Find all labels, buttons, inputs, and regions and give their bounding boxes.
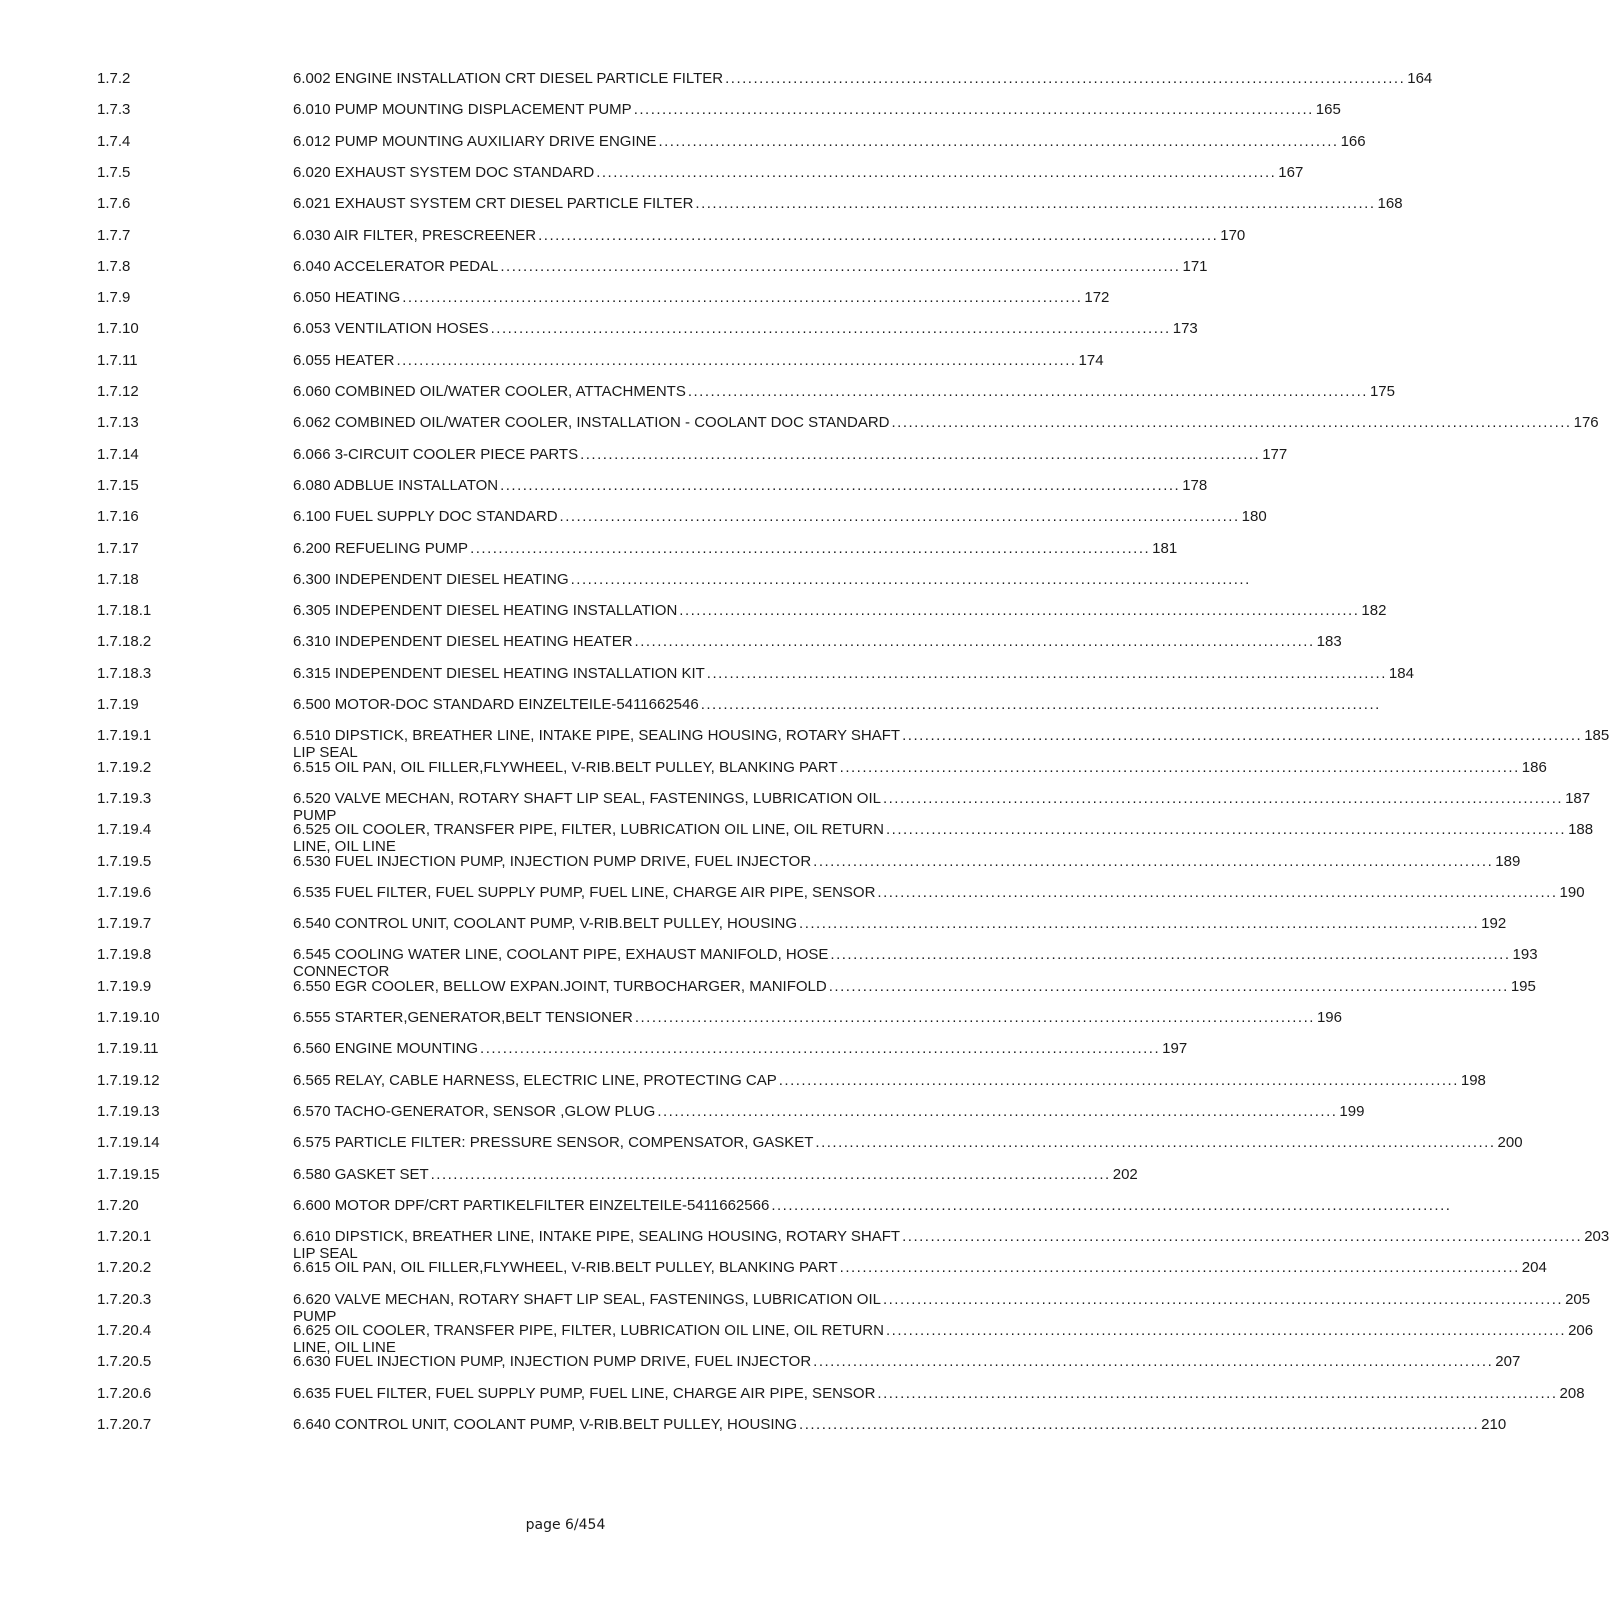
toc-entry-page: 189	[1495, 852, 1521, 870]
toc-entry-number: 1.7.5	[97, 163, 131, 181]
toc-entry-page: 165	[1315, 101, 1341, 119]
toc-entry-title: 6.315 INDEPENDENT DIESEL HEATING INSTALLATION KIT	[293, 664, 705, 682]
toc-entry-page: 187	[1565, 789, 1591, 807]
toc-entry-number: 1.7.19.7	[97, 915, 152, 933]
toc-entry-line	[293, 70, 1433, 87]
toc-entry-number: 1.7.19.9	[97, 977, 152, 995]
toc-entry-page: 183	[1316, 633, 1342, 651]
toc-entry-body	[293, 476, 1208, 494]
toc-entry-page: 202	[1112, 1165, 1138, 1183]
toc-entry-body	[293, 1102, 1365, 1120]
toc-entry-body	[293, 977, 1536, 995]
toc-entry-number: 1.7.18	[97, 570, 139, 588]
dot-leader: ........................................................................................................................	[839, 758, 1520, 776]
toc-entry-body	[293, 696, 1381, 713]
toc-entry-title: 6.510 DIPSTICK, BREATHER LINE, INTAKE PIPE, SEALING HOUSING, ROTARY SHAFT	[293, 727, 901, 745]
dot-leader: ........................................................................................................................	[799, 1415, 1480, 1433]
toc-entry-body	[293, 1009, 1342, 1026]
toc-entry-line	[293, 758, 1547, 776]
toc-entry-title: 6.050 HEATING	[293, 289, 401, 307]
toc-entry-body	[293, 257, 1208, 275]
toc-entry-page: 210	[1481, 1415, 1507, 1433]
toc-entry-page: 184	[1388, 664, 1414, 682]
dot-leader: ........................................................................................................................	[633, 101, 1314, 119]
toc-entry-number: 1.7.20.6	[97, 1384, 152, 1402]
toc-entry-body	[293, 70, 1433, 87]
dot-leader: ........................................................................................................................	[891, 414, 1572, 432]
dot-leader: ........................................................................................................................	[830, 946, 1511, 964]
toc-entry-line	[293, 1415, 1507, 1433]
toc-entry-body	[293, 1353, 1521, 1371]
toc-entry-number: 1.7.19.15	[97, 1165, 160, 1183]
toc-entry-page: 208	[1559, 1384, 1585, 1402]
toc-entry-line	[293, 696, 1381, 713]
toc-entry-body	[293, 414, 1599, 432]
toc-entry-body	[293, 1228, 1609, 1263]
toc-entry-title: 6.540 CONTROL UNIT, COOLANT PUMP, V-RIB.BELT PULLEY, HOUSING	[293, 915, 798, 933]
toc-entry-line	[293, 445, 1288, 463]
toc-entry-body	[293, 195, 1403, 213]
toc-entry-number: 1.7.19.3	[97, 789, 152, 807]
toc-entry-page: 178	[1182, 476, 1208, 494]
toc-entry-page: 198	[1460, 1071, 1486, 1089]
toc-entry-number: 1.7.17	[97, 539, 139, 557]
dot-leader: ........................................................................................................................	[480, 1040, 1161, 1058]
toc-entry-line	[293, 320, 1198, 338]
toc-entry-page: 167	[1278, 163, 1304, 181]
toc-entry-number: 1.7.3	[97, 101, 131, 119]
toc-entry-body	[293, 351, 1104, 369]
dot-leader: ........................................................................................................................	[500, 257, 1181, 275]
toc-entry-number: 1.7.14	[97, 445, 139, 463]
toc-entry-page: 168	[1377, 195, 1403, 213]
toc-entry-line	[293, 132, 1366, 150]
dot-leader: ........................................................................................................................	[695, 195, 1376, 213]
toc-entry-number: 1.7.20.5	[97, 1353, 152, 1371]
toc-entry-body	[293, 445, 1288, 463]
toc-entry-line	[293, 1071, 1486, 1089]
toc-entry-body	[293, 664, 1414, 682]
toc-entry-page: 203	[1584, 1228, 1609, 1246]
toc-entry-title: 6.062 COMBINED OIL/WATER COOLER, INSTALLATION - COOLANT DOC STANDARD	[293, 414, 890, 432]
toc-entry-number: 1.7.20	[97, 1196, 139, 1214]
toc-entry-body	[293, 1322, 1594, 1356]
toc-entry-line	[293, 508, 1267, 526]
dot-leader: ........................................................................................................................	[538, 226, 1219, 244]
toc-entry-title: 6.200 REFUELING PUMP	[293, 539, 469, 557]
toc-entry-page: 174	[1078, 351, 1104, 369]
dot-leader: ........................................................................................................................	[679, 602, 1360, 620]
toc-entry-page: 204	[1521, 1259, 1547, 1277]
toc-entry-body	[293, 289, 1110, 307]
toc-entry-title: 6.100 FUEL SUPPLY DOC STANDARD	[293, 508, 558, 526]
toc-entry-title-continuation: PUMP	[293, 1307, 337, 1325]
toc-entry-title: 6.053 VENTILATION HOSES	[293, 320, 489, 338]
toc-entry-number: 1.7.19.14	[97, 1134, 160, 1152]
dot-leader: ........................................................................................................................	[771, 1196, 1452, 1214]
toc-entry-title: 6.012 PUMP MOUNTING AUXILIARY DRIVE ENGINE	[293, 132, 657, 150]
toc-entry-body	[293, 1134, 1523, 1152]
toc-entry-line	[293, 289, 1110, 307]
toc-entry-line	[293, 1165, 1138, 1183]
toc-entry-page: 188	[1568, 821, 1594, 839]
toc-entry-body	[293, 633, 1342, 651]
dot-leader: ........................................................................................................................	[813, 852, 1494, 870]
toc-entry-body	[293, 508, 1267, 526]
toc-entry-page: 166	[1340, 132, 1366, 150]
dot-leader: ........................................................................................................................	[396, 351, 1077, 369]
toc-entry-line	[293, 257, 1208, 275]
dot-leader: ........................................................................................................................	[700, 696, 1381, 713]
toc-entry-number: 1.7.19.4	[97, 821, 152, 839]
toc-entry-number: 1.7.6	[97, 195, 131, 213]
toc-entry-body	[293, 1071, 1486, 1089]
dot-leader: ........................................................................................................................	[570, 570, 1251, 588]
toc-entry-body	[293, 821, 1594, 856]
dot-leader: ........................................................................................................................	[813, 1353, 1494, 1371]
toc-entry-line	[293, 1102, 1365, 1120]
toc-entry-body	[293, 602, 1387, 620]
dot-leader: ........................................................................................................................	[634, 1009, 1315, 1026]
toc-entry-number: 1.7.20.1	[97, 1228, 152, 1246]
toc-entry-page: 186	[1521, 758, 1547, 776]
toc-entry-title: 6.002 ENGINE INSTALLATION CRT DIESEL PARTICLE FILTER	[293, 70, 724, 87]
toc-entry-number: 1.7.19.12	[97, 1071, 160, 1089]
toc-entry-title-continuation: LINE, OIL LINE	[293, 1339, 396, 1356]
toc-entry-body	[293, 852, 1521, 870]
toc-entry-number: 1.7.20.3	[97, 1290, 152, 1308]
toc-entry-title: 6.060 COMBINED OIL/WATER COOLER, ATTACHMENTS	[293, 383, 686, 400]
dot-leader: ........................................................................................................................	[902, 1228, 1583, 1246]
toc-entry-body	[293, 1290, 1591, 1325]
toc-entry-line	[293, 1040, 1188, 1058]
toc-entry-page: 170	[1220, 226, 1246, 244]
toc-entry-line	[293, 1134, 1523, 1152]
toc-entry-body	[293, 727, 1609, 762]
dot-leader: ........................................................................................................................	[725, 70, 1406, 87]
toc-entry-page: 173	[1172, 320, 1198, 338]
toc-entry-number: 1.7.11	[97, 351, 138, 369]
dot-leader: ........................................................................................................................	[500, 476, 1181, 494]
dot-leader: ........................................................................................................................	[657, 1102, 1338, 1120]
toc-entry-line	[293, 476, 1208, 494]
toc-entry-page: 196	[1316, 1009, 1342, 1026]
toc-entry-line	[293, 946, 1538, 964]
toc-entry-line	[293, 351, 1104, 369]
toc-entry-line	[293, 570, 1251, 588]
toc-entry-number: 1.7.4	[97, 132, 131, 150]
toc-entry-body	[293, 915, 1507, 933]
toc-entry-number: 1.7.20.7	[97, 1415, 152, 1433]
toc-entry-title: 6.310 INDEPENDENT DIESEL HEATING HEATER	[293, 633, 633, 651]
toc-entry-title: 6.300 INDEPENDENT DIESEL HEATING	[293, 570, 569, 588]
toc-entry-page: 207	[1495, 1353, 1521, 1371]
dot-leader: ........................................................................................................................	[687, 383, 1368, 400]
toc-entry-title: 6.630 FUEL INJECTION PUMP, INJECTION PUMP DRIVE, FUEL INJECTOR	[293, 1353, 812, 1371]
toc-entry-title: 6.500 MOTOR-DOC STANDARD EINZELTEILE-5411662546	[293, 696, 699, 713]
toc-entry-number: 1.7.19.2	[97, 758, 152, 776]
toc-entry-line	[293, 163, 1304, 181]
toc-entry-title-continuation: CONNECTOR	[293, 963, 390, 981]
toc-entry-line	[293, 383, 1395, 400]
toc-entry-line	[293, 1290, 1591, 1308]
dot-leader: ........................................................................................................................	[882, 789, 1564, 807]
dot-leader: ........................................................................................................................	[882, 1290, 1564, 1308]
toc-entry-page: 182	[1361, 602, 1387, 620]
toc-entry-number: 1.7.19	[97, 696, 139, 713]
toc-entry-number: 1.7.18.1	[97, 602, 152, 620]
toc-entry-title: 6.640 CONTROL UNIT, COOLANT PUMP, V-RIB.BELT PULLEY, HOUSING	[293, 1415, 798, 1433]
dot-leader: ........................................................................................................................	[799, 915, 1480, 933]
toc-entry-page: 175	[1369, 383, 1395, 400]
dot-leader: ........................................................................................................................	[706, 664, 1387, 682]
dot-leader: ........................................................................................................................	[815, 1134, 1496, 1152]
dot-leader: ........................................................................................................................	[828, 977, 1509, 995]
dot-leader: ........................................................................................................................	[877, 883, 1558, 901]
toc-entry-title: 6.305 INDEPENDENT DIESEL HEATING INSTALLATION	[293, 602, 678, 620]
toc-entry-number: 1.7.19.8	[97, 946, 152, 964]
toc-entry-body	[293, 1040, 1188, 1058]
toc-entry-title: 6.635 FUEL FILTER, FUEL SUPPLY PUMP, FUEL LINE, CHARGE AIR PIPE, SENSOR	[293, 1384, 876, 1402]
toc-entry-line	[293, 226, 1246, 244]
toc-entry-title: 6.560 ENGINE MOUNTING	[293, 1040, 479, 1058]
toc-entry-line	[293, 883, 1585, 901]
toc-entry-line	[293, 1353, 1521, 1371]
toc-entry-number: 1.7.13	[97, 414, 139, 432]
toc-entry-page: 199	[1339, 1102, 1365, 1120]
toc-entry-page: 200	[1497, 1134, 1523, 1152]
toc-entry-number: 1.7.19.13	[97, 1102, 160, 1120]
toc-entry-title: 6.515 OIL PAN, OIL FILLER,FLYWHEEL, V-RIB.BELT PULLEY, BLANKING PART	[293, 758, 838, 776]
toc-entry-line	[293, 727, 1609, 745]
toc-entry-line	[293, 1259, 1547, 1277]
toc-entry-page: 171	[1182, 257, 1208, 275]
toc-entry-line	[293, 1228, 1609, 1246]
toc-entry-title: 6.555 STARTER,GENERATOR,BELT TENSIONER	[293, 1009, 633, 1026]
toc-entry-title: 6.020 EXHAUST SYSTEM DOC STANDARD	[293, 163, 595, 181]
dot-leader: ........................................................................................................................	[885, 821, 1567, 839]
toc-entry-title-continuation: LINE, OIL LINE	[293, 838, 396, 856]
toc-entry-line	[293, 1196, 1452, 1214]
toc-entry-title: 6.066 3-CIRCUIT COOLER PIECE PARTS	[293, 445, 579, 463]
toc-entry-line	[293, 789, 1591, 807]
toc-entry-number: 1.7.19.11	[97, 1040, 159, 1058]
toc-entry-title: 6.030 AIR FILTER, PRESCREENER	[293, 226, 537, 244]
toc-entry-title-continuation: PUMP	[293, 806, 337, 824]
toc-entry-title: 6.580 GASKET SET	[293, 1165, 429, 1183]
toc-entry-page: 193	[1512, 946, 1538, 964]
toc-entry-number: 1.7.19.5	[97, 852, 152, 870]
toc-entry-line	[293, 915, 1507, 933]
toc-entry-title: 6.565 RELAY, CABLE HARNESS, ELECTRIC LINE, PROTECTING CAP	[293, 1071, 777, 1089]
toc-entry-number: 1.7.20.4	[97, 1322, 152, 1339]
toc-entry-page: 180	[1241, 508, 1267, 526]
toc-entry-body	[293, 383, 1395, 400]
toc-entry-line	[293, 1322, 1594, 1339]
toc-entry-body	[293, 570, 1251, 588]
toc-entry-title: 6.530 FUEL INJECTION PUMP, INJECTION PUMP DRIVE, FUEL INJECTOR	[293, 852, 812, 870]
page-footer: page 6/454	[525, 1517, 606, 1533]
toc-entry-line	[293, 195, 1403, 213]
toc-entry-number: 1.7.19.10	[97, 1009, 160, 1026]
toc-entry-number: 1.7.12	[97, 383, 139, 400]
toc-entry-body	[293, 226, 1246, 244]
dot-leader: ........................................................................................................................	[470, 539, 1151, 557]
dot-leader: ........................................................................................................................	[580, 445, 1261, 463]
toc-entry-title-continuation: LIP SEAL	[293, 1245, 358, 1263]
toc-entry-title: 6.575 PARTICLE FILTER: PRESSURE SENSOR, COMPENSATOR, GASKET	[293, 1134, 814, 1152]
toc-entry-body	[293, 789, 1591, 824]
toc-entry-title: 6.021 EXHAUST SYSTEM CRT DIESEL PARTICLE FILTER	[293, 195, 694, 213]
toc-entry-title: 6.600 MOTOR DPF/CRT PARTIKELFILTER EINZELTEILE-5411662566	[293, 1196, 770, 1214]
toc-entry-number: 1.7.7	[97, 226, 131, 244]
toc-entry-line	[293, 821, 1594, 839]
toc-entry-line	[293, 414, 1599, 432]
dot-leader: ........................................................................................................................	[839, 1259, 1520, 1277]
toc-entry-page: 176	[1573, 414, 1599, 432]
dot-leader: ........................................................................................................................	[634, 633, 1315, 651]
toc-entry-line	[293, 101, 1341, 119]
toc-entry-page: 206	[1568, 1322, 1594, 1339]
toc-entry-page: 197	[1162, 1040, 1188, 1058]
toc-entry-title: 6.525 OIL COOLER, TRANSFER PIPE, FILTER, LUBRICATION OIL LINE, OIL RETURN	[293, 821, 884, 839]
toc-entry-page: 181	[1152, 539, 1178, 557]
toc-entry-number: 1.7.10	[97, 320, 139, 338]
dot-leader: ........................................................................................................................	[490, 320, 1171, 338]
toc-entry-page: 172	[1084, 289, 1110, 307]
dot-leader: ........................................................................................................................	[596, 163, 1277, 181]
dot-leader: ........................................................................................................................	[402, 289, 1083, 307]
toc-entry-number: 1.7.9	[97, 289, 131, 307]
toc-entry-body	[293, 1165, 1138, 1183]
toc-entry-title: 6.055 HEATER	[293, 351, 395, 369]
toc-entry-body	[293, 539, 1178, 557]
toc-entry-line	[293, 1384, 1585, 1402]
toc-entry-line	[293, 539, 1178, 557]
dot-leader: ........................................................................................................................	[430, 1165, 1111, 1183]
toc-entry-title-continuation: LIP SEAL	[293, 744, 358, 762]
toc-entry-page: 185	[1584, 727, 1609, 745]
toc-entry-number: 1.7.18.2	[97, 633, 152, 651]
toc-entry-body	[293, 1415, 1507, 1433]
dot-leader: ........................................................................................................................	[885, 1322, 1567, 1339]
toc-entry-title: 6.620 VALVE MECHAN, ROTARY SHAFT LIP SEAL, FASTENINGS, LUBRICATION OIL	[293, 1290, 881, 1308]
toc-entry-title: 6.545 COOLING WATER LINE, COOLANT PIPE, EXHAUST MANIFOLD, HOSE	[293, 946, 829, 964]
toc-entry-title: 6.570 TACHO-GENERATOR, SENSOR ,GLOW PLUG	[293, 1102, 656, 1120]
toc-entry-line	[293, 602, 1387, 620]
dot-leader: ........................................................................................................................	[658, 132, 1339, 150]
toc-entry-body	[293, 883, 1585, 901]
toc-entry-body	[293, 320, 1198, 338]
toc-entry-page: 195	[1510, 977, 1536, 995]
toc-entry-number: 1.7.16	[97, 508, 139, 526]
toc-entry-body	[293, 1196, 1452, 1214]
toc-entry-title: 6.520 VALVE MECHAN, ROTARY SHAFT LIP SEAL, FASTENINGS, LUBRICATION OIL	[293, 789, 881, 807]
toc-entry-line	[293, 852, 1521, 870]
toc-entry-page: 190	[1559, 883, 1585, 901]
toc-entry-title: 6.625 OIL COOLER, TRANSFER PIPE, FILTER, LUBRICATION OIL LINE, OIL RETURN	[293, 1322, 884, 1339]
dot-leader: ........................................................................................................................	[778, 1071, 1459, 1089]
toc-entry-title: 6.610 DIPSTICK, BREATHER LINE, INTAKE PIPE, SEALING HOUSING, ROTARY SHAFT	[293, 1228, 901, 1246]
toc-entry-page: 192	[1481, 915, 1507, 933]
toc-entry-title: 6.080 ADBLUE INSTALLATON	[293, 476, 499, 494]
toc-entry-body	[293, 946, 1538, 981]
toc-entry-number: 1.7.2	[97, 70, 131, 87]
toc-entry-number: 1.7.19.6	[97, 883, 152, 901]
toc-entry-title: 6.615 OIL PAN, OIL FILLER,FLYWHEEL, V-RIB.BELT PULLEY, BLANKING PART	[293, 1259, 838, 1277]
toc-entry-number: 1.7.8	[97, 257, 131, 275]
toc-entry-title: 6.550 EGR COOLER, BELLOW EXPAN.JOINT, TURBOCHARGER, MANIFOLD	[293, 977, 827, 995]
toc-entry-page: 177	[1262, 445, 1288, 463]
toc-entry-number: 1.7.18.3	[97, 664, 152, 682]
toc-entry-number: 1.7.20.2	[97, 1259, 152, 1277]
toc-entry-body	[293, 1384, 1585, 1402]
dot-leader: ........................................................................................................................	[877, 1384, 1558, 1402]
dot-leader: ........................................................................................................................	[559, 508, 1240, 526]
toc-entry-body	[293, 1259, 1547, 1277]
toc-entry-page: 205	[1565, 1290, 1591, 1308]
toc-entry-line	[293, 1009, 1342, 1026]
toc-entry-title: 6.010 PUMP MOUNTING DISPLACEMENT PUMP	[293, 101, 632, 119]
dot-leader: ........................................................................................................................	[902, 727, 1583, 745]
toc-entry-title: 6.535 FUEL FILTER, FUEL SUPPLY PUMP, FUEL LINE, CHARGE AIR PIPE, SENSOR	[293, 883, 876, 901]
toc-entry-line	[293, 664, 1414, 682]
toc-entry-page: 164	[1407, 70, 1433, 87]
toc-entry-line	[293, 633, 1342, 651]
toc-entry-title: 6.040 ACCELERATOR PEDAL	[293, 257, 499, 275]
toc-entry-number: 1.7.15	[97, 476, 139, 494]
toc-entry-body	[293, 101, 1341, 119]
toc-entry-body	[293, 132, 1366, 150]
toc-entry-line	[293, 977, 1536, 995]
toc-entry-body	[293, 163, 1304, 181]
toc-entry-number: 1.7.19.1	[97, 727, 152, 745]
toc-entry-body	[293, 758, 1547, 776]
